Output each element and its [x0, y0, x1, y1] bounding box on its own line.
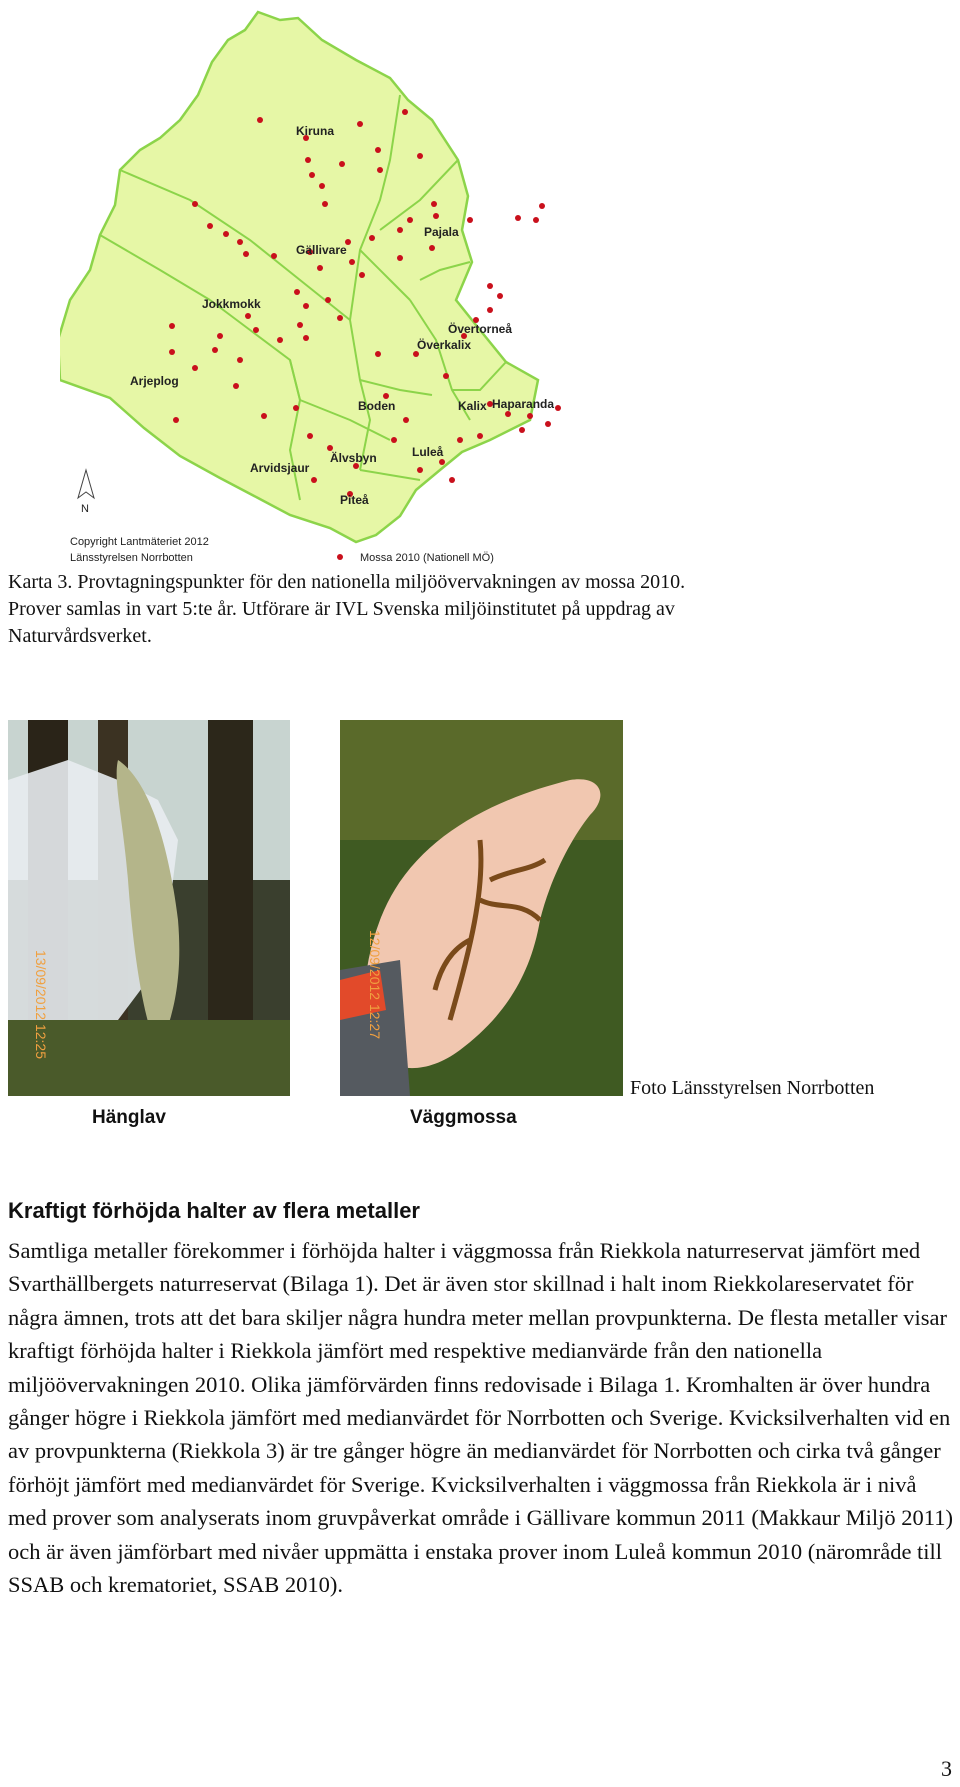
photo-vaggmossa	[340, 720, 623, 1096]
photo-label-vaggmossa: Väggmossa	[410, 1107, 517, 1128]
town-label: Haparanda	[492, 397, 555, 411]
north-arrow-icon	[78, 470, 94, 515]
town-label: Kiruna	[296, 124, 335, 138]
town-label: Arvidsjaur	[250, 461, 310, 475]
photo-date: 13/09/2012 12:25	[33, 950, 49, 1059]
town-label: Arjeplog	[130, 374, 179, 388]
norrbotten-map	[60, 0, 580, 565]
body-paragraph: Samtliga metaller förekommer i förhöjda halter i väggmossa från Riekkola naturreservat jämfört med Svarthällbergets naturreservat (Bilaga 1). Det är även stor skillnad i halt inom Riekkolareservatet för några ämnen, trots att det bara skiljer några hundra meter mellan provpunkterna. De flesta metaller visar kraftigt förhöjda halter i Riekkola jämfört med respektive medianvärde från den nationella miljöövervakningen 2010. Olika jämförvärden finns redovisade i Bilaga 1. Kromhalten är över hundra gånger högre i Riekkola jämfört med medianvärdet för Norrbotten och Sverige. Kvicksilverhalten vid en av provpunkterna (Riekkola 3) är tre gånger högre än medianvärdet för Norrbotten och cirka två gånger förhöjt jämfört med medianvärdet för Sverige. Kvicksilverhalten i väggmossa från Riekkola är i nivå med prover som analyserats inom gruvpåverkat område i Gällivare kommun 2011 (Makkaur Miljö 2011) och är även jämförbart med nivåer uppmätta i enstaka prover inom Luleå kommun 2010 (närområde till SSAB och krematoriet, SSAB 2010).	[8, 1238, 953, 1598]
legend-dot-icon	[337, 554, 343, 560]
town-label: Kalix	[458, 399, 487, 413]
photo-credit: Foto Länsstyrelsen Norrbotten	[630, 1077, 875, 1099]
town-label: Luleå	[412, 445, 444, 459]
town-label: Piteå	[340, 493, 369, 507]
photo-label-hanglav: Hänglav	[92, 1107, 166, 1128]
town-label: Pajala	[424, 225, 459, 239]
sampling-map	[60, 0, 580, 565]
page-number: 3	[941, 1756, 952, 1781]
map-copyright-1: Copyright Lantmäteriet 2012	[70, 536, 209, 548]
north-label: N	[81, 503, 89, 515]
town-label: Övertorneå	[448, 322, 513, 336]
town-label: Gällivare	[296, 243, 347, 257]
town-label: Älvsbyn	[330, 451, 377, 465]
section-heading: Kraftigt förhöjda halter av flera metaller	[8, 1198, 420, 1223]
map-copyright-2: Länsstyrelsen Norrbotten	[70, 552, 193, 564]
town-label: Överkalix	[417, 338, 472, 352]
map-legend-text: Mossa 2010 (Nationell MÖ)	[360, 552, 494, 564]
photo-date: 12/09/2012 12:27	[367, 930, 383, 1039]
town-label: Jokkmokk	[202, 297, 261, 311]
town-label: Boden	[358, 399, 396, 413]
photo-hanglav	[8, 720, 290, 1096]
map-caption: Karta 3. Provtagningspunkter för den nationella miljöövervakningen av mossa 2010. Prover samlas in vart 5:te år. Utförare är IVL Svenska miljöinstitutet på uppdrag av Naturvårdsverket.	[8, 571, 686, 647]
